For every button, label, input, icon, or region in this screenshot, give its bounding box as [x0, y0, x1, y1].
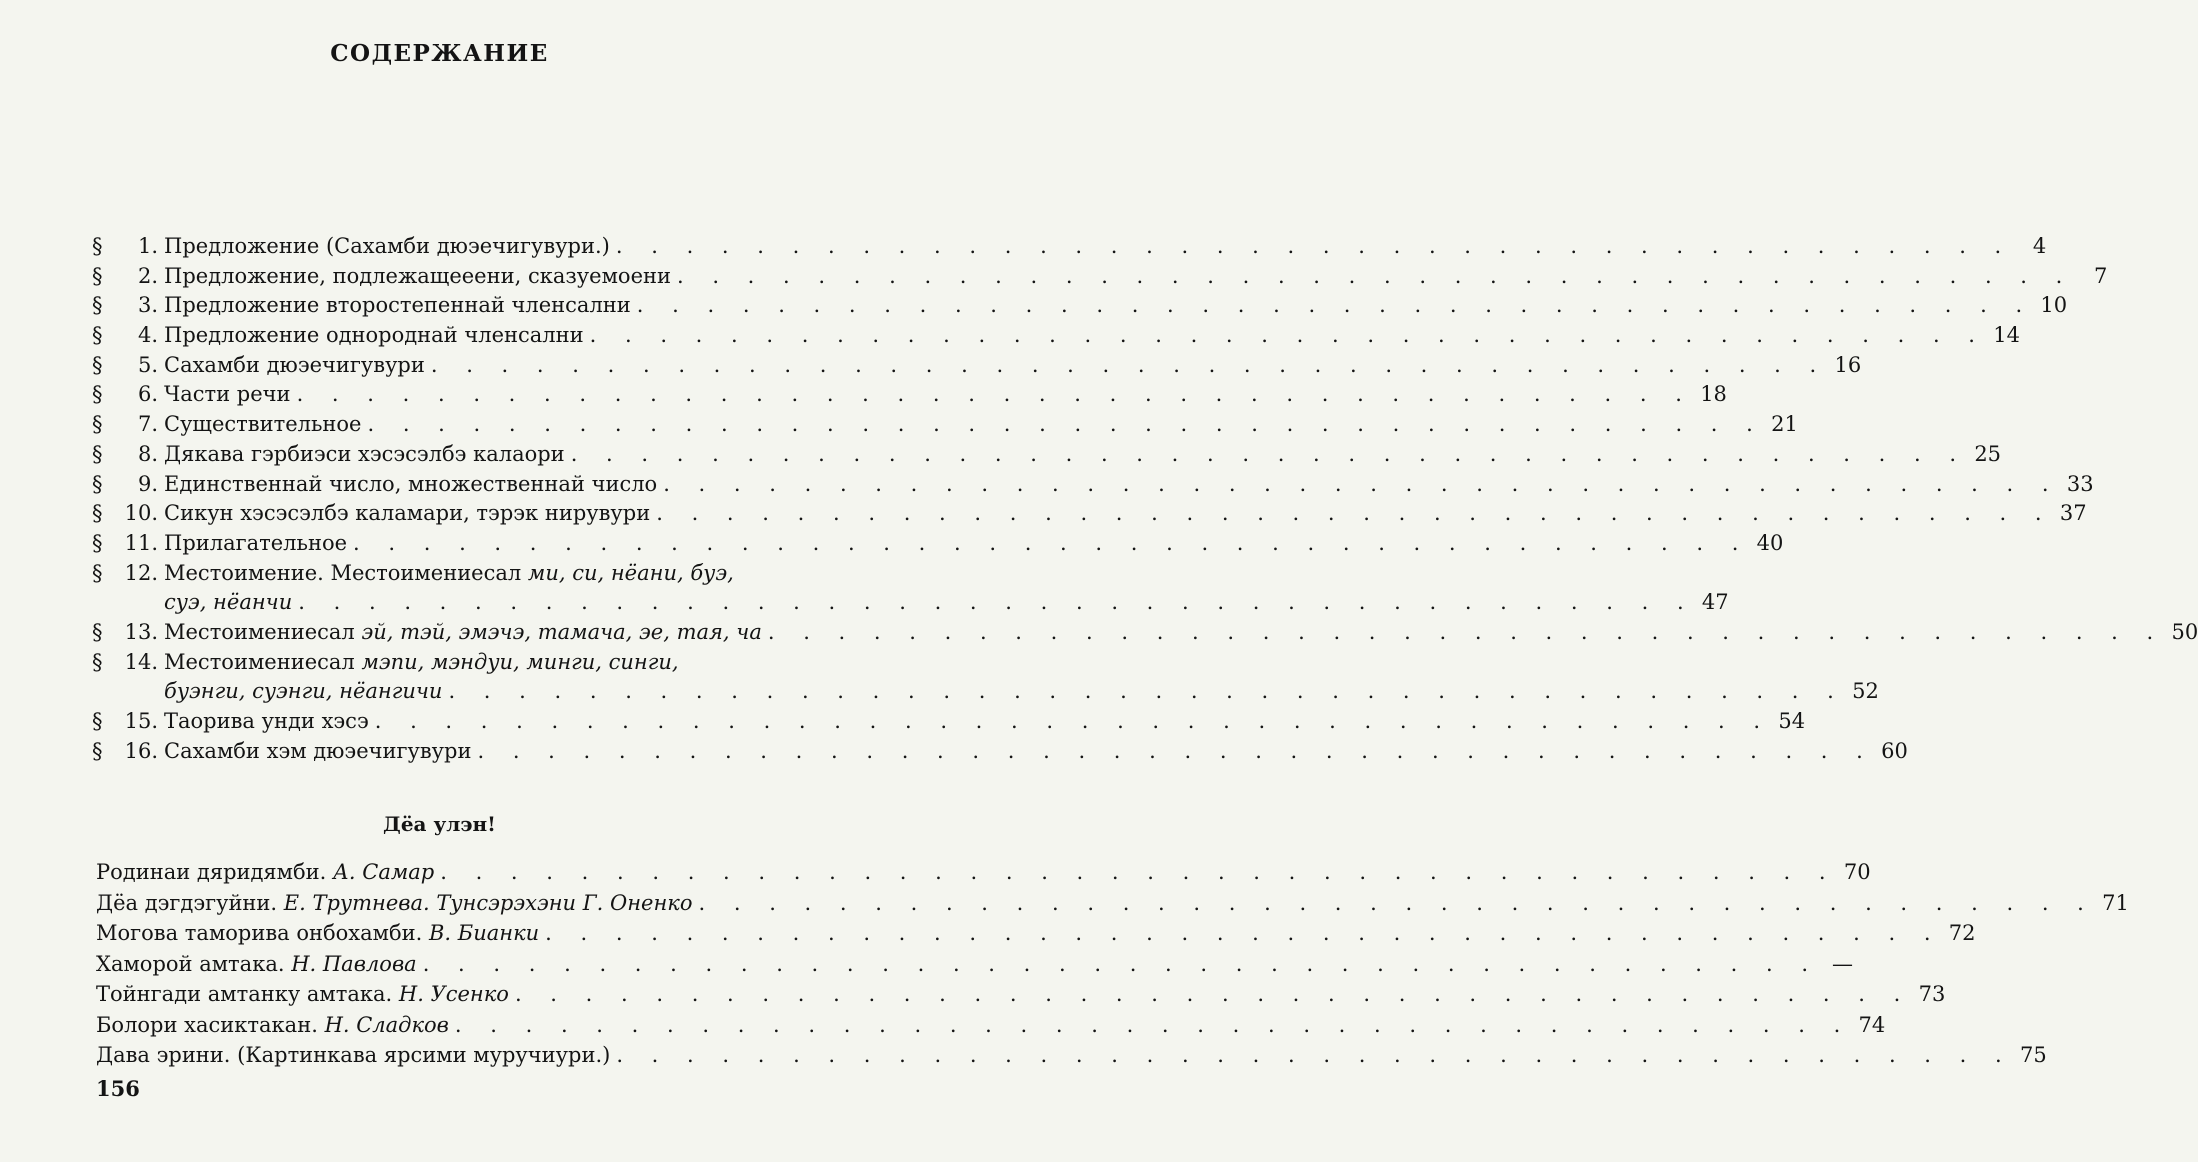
toc-entry [92, 648, 806, 678]
entry-title: Родинаи дяридямби. А. Самар [96, 860, 435, 884]
section-heading: Дёа улэн! [383, 812, 496, 836]
reading-entry [96, 979, 1946, 1010]
entry-title: Хаморой амтака. Н. Павлова [96, 951, 417, 976]
page-ref: 7 [2093, 263, 2108, 288]
section-number: 1. [137, 234, 158, 258]
author-name: Е. Трутнева. Тунсэрэхэни Г. Оненко [283, 890, 693, 915]
entry-title: Местоимениесал мэпи, мэндуи, минги, синги, [164, 649, 679, 674]
section-number: 12. [124, 560, 158, 585]
section-sign: § [92, 352, 103, 377]
page-ref: 25 [1974, 441, 2002, 466]
section-number: 11. [124, 530, 158, 555]
section-number: 3. [137, 293, 158, 318]
leader-dots: . . . . . . . . . . . . . . . . . . . . . . . . . . . . . . . . . . . . . . . . [422, 951, 1820, 976]
page-ref: 74 [1858, 1012, 1886, 1037]
toc-entry [92, 440, 2002, 470]
entry-title [164, 677, 442, 707]
reading-list [96, 857, 2129, 1071]
author-name: В. Бианки [429, 921, 540, 945]
page-ref: 47 [1701, 590, 1729, 615]
leader-dots: . . . . . . . . . . . . . . . . . . . . . . . . . . . . . . . . . . . . . . . . [448, 679, 1845, 704]
page-ref: 54 [1778, 709, 1806, 733]
entry-title: Существительное [164, 412, 362, 437]
entry-title [164, 588, 292, 618]
section-sign: § [92, 382, 103, 407]
section-sign: § [92, 738, 103, 763]
leader-dots: . . . . . . . . . . . . . . . . . . . . . . . . . . . . . . . . . . . . . . . . [298, 590, 1695, 615]
entry-title: Сикун хэсэсэлбэ каламари, тэрэк нирувури [164, 501, 651, 526]
section-sign: § [92, 649, 103, 674]
toc-entry [92, 737, 1908, 767]
entry-title: Могова таморива онбохамби. В. Бианки [96, 921, 540, 945]
toc-entry [92, 499, 2087, 529]
page-ref: 21 [1771, 412, 1798, 437]
section-number: 8. [137, 441, 158, 466]
section-number: 2. [137, 263, 158, 288]
reading-entry [96, 1040, 2047, 1071]
section-number: 13. [124, 619, 158, 644]
leader-dots: . . . . . . . . . . . . . . . . . . . . . . . . . . . . . . . . . . . . . . . . [570, 441, 1968, 466]
entry-title: Части речи [164, 382, 291, 407]
section-sign: § [92, 234, 103, 258]
toc-entry [92, 707, 1806, 737]
section-number: 9. [137, 471, 158, 496]
toc-entry [92, 677, 1879, 707]
section-sign: § [92, 619, 103, 644]
section-number: 7. [137, 412, 158, 437]
author-name: Н. Павлова [291, 951, 417, 976]
leader-dots: . . . . . . . . . . . . . . . . . . . . . . . . . . . . . . . . . . . . . . . . [430, 352, 1828, 377]
toc-entry [92, 529, 1784, 559]
leader-dots: . . . . . . . . . . . . . . . . . . . . . . . . . . . . . . . . . . . . . . . . [477, 738, 1874, 763]
toc-entry [92, 380, 1727, 410]
leader-dots: . . . . . . . . . . . . . . . . . . . . . . . . . . . . . . . . . . . . . . . . [514, 982, 1912, 1006]
author-name: А. Самар [333, 860, 435, 884]
entry-title: Сахамби дюэечигувури [164, 352, 425, 377]
entry-title: Дава эрини. (Картинкава ярсими муручиури.) [96, 1043, 611, 1067]
page-ref: 50 [2171, 619, 2198, 644]
entry-title-italic: мэпи, мэндуи, минги, синги, [361, 649, 679, 674]
entry-title: Тойнгади амтанку амтака. Н. Усенко [96, 982, 509, 1006]
section-sign: § [92, 501, 103, 526]
toc-entry [92, 232, 2047, 262]
page-ref: 33 [2066, 471, 2094, 496]
page-number: 156 [96, 1076, 140, 1101]
page-ref: 14 [1993, 323, 2020, 348]
leader-dots: . . . . . . . . . . . . . . . . . . . . . . . . . . . . . . . . . . . . . . . . [353, 530, 1750, 555]
entry-title: Таорива унди хэсэ [164, 709, 369, 733]
section-number: 4. [137, 323, 158, 348]
page-ref: 52 [1852, 679, 1879, 704]
leader-dots: . . . . . . . . . . . . . . . . . . . . . . . . . . . . . . . . . . . . . . . . [440, 860, 1837, 884]
entry-title-italic: суэ, нёанчи [164, 590, 293, 615]
entry-title-italic: буэнги, суэнги, нёангичи [164, 679, 443, 704]
leader-dots: . . . . . . . . . . . . . . . . . . . . . . . . . . . . . . . . . . . . . . . . [615, 234, 2013, 258]
section-number: 5. [137, 352, 158, 377]
page-title: СОДЕРЖАНИЕ [330, 40, 549, 67]
leader-dots: . . . . . . . . . . . . . . . . . . . . . . . . . . . . . . . . . . . . . . . . [656, 501, 2053, 526]
leader-dots: . . . . . . . . . . . . . . . . . . . . . . . . . . . . . . . . . . . . . . . . [454, 1012, 1852, 1037]
section-number: 15. [124, 709, 158, 733]
toc-entry [92, 559, 806, 589]
section-sign: § [92, 323, 103, 348]
entry-title: Болори хасиктакан. Н. Сладков [96, 1012, 449, 1037]
section-sign: § [92, 709, 103, 733]
entry-title: Местоимениесал эй, тэй, эмэчэ, тамача, эе, тая, ча [164, 619, 762, 644]
leader-dots: . . . . . . . . . . . . . . . . . . . . . . . . . . . . . . . . . . . . . . . . [698, 890, 2095, 915]
leader-dots: . . . . . . . . . . . . . . . . . . . . . . . . . . . . . . . . . . . . . . . . [663, 471, 2060, 496]
reading-entry [96, 1010, 1886, 1041]
leader-dots: . . . . . . . . . . . . . . . . . . . . . . . . . . . . . . . . . . . . . . . . [767, 619, 2165, 644]
page-ref: 72 [1948, 921, 1976, 945]
entry-title: Предложение однороднай членсални [164, 323, 584, 348]
reading-entry [96, 857, 1871, 888]
page-ref: 73 [1918, 982, 1946, 1006]
toc-entry [92, 588, 1729, 618]
entry-title: Предложение (Сахамби дюэечигувури.) [164, 234, 610, 258]
leader-dots: . . . . . . . . . . . . . . . . . . . . . . . . . . . . . . . . . . . . . . . . [676, 263, 2074, 288]
toc-entry [92, 291, 2068, 321]
author-name: Н. Сладков [324, 1012, 449, 1037]
section-number: 6. [137, 382, 158, 407]
entry-title: Сахамби хэм дюэечигувури [164, 738, 472, 763]
section-sign: § [92, 441, 103, 466]
page-ref: 60 [1881, 738, 1908, 763]
entry-title: Предложение второстепеннай членсални [164, 293, 631, 318]
entry-title: Дякава гэрбиэси хэсэсэлбэ калаори [164, 441, 565, 466]
toc-entry [92, 410, 1798, 440]
leader-dots: . . . . . . . . . . . . . . . . . . . . . . . . . . . . . . . . . . . . . . . . [636, 293, 2034, 318]
page-ref: 18 [1700, 382, 1727, 407]
section-number: 16. [124, 738, 158, 763]
page-ref: 4 [2032, 234, 2047, 258]
author-name: Н. Усенко [398, 982, 509, 1006]
page-ref: — [1832, 951, 1854, 976]
entry-title: Единственнай число, множественнай число [164, 471, 658, 496]
page-ref: 75 [2019, 1043, 2047, 1067]
page-ref: 16 [1834, 352, 1862, 377]
section-sign: § [92, 263, 103, 288]
reading-entry [96, 949, 1854, 980]
entry-title: Местоимение. Местоимениесал ми, си, нёани, буэ, [164, 560, 734, 585]
toc-entry [92, 470, 2094, 500]
page-ref: 70 [1843, 860, 1871, 884]
page-ref: 71 [2102, 890, 2129, 915]
leader-dots: . . . . . . . . . . . . . . . . . . . . . . . . . . . . . . . . . . . . . . . . [296, 382, 1693, 407]
toc-entry [92, 262, 2108, 292]
section-sign: § [92, 471, 103, 496]
entry-title-italic: ми, си, нёани, буэ, [527, 560, 734, 585]
table-of-contents [92, 232, 2198, 766]
entry-title: Дёа дэгдэгуйни. Е. Трутнева. Тунсэрэхэни Г. Оненко [96, 890, 693, 915]
section-sign: § [92, 530, 103, 555]
toc-entry [92, 618, 2198, 648]
entry-title-italic: эй, тэй, эмэчэ, тамача, эе, тая, ча [361, 619, 762, 644]
page-ref: 40 [1756, 530, 1784, 555]
section-sign: § [92, 412, 103, 437]
page-ref: 37 [2059, 501, 2087, 526]
reading-entry [96, 888, 2129, 919]
leader-dots: . . . . . . . . . . . . . . . . . . . . . . . . . . . . . . . . . . . . . . . . [374, 709, 1772, 733]
leader-dots: . . . . . . . . . . . . . . . . . . . . . . . . . . . . . . . . . . . . . . . . [616, 1043, 2013, 1067]
entry-title: Прилагательное [164, 530, 348, 555]
section-sign: § [92, 560, 103, 585]
page-ref: 10 [2040, 293, 2068, 318]
toc-entry [92, 321, 2020, 351]
section-number: 14. [124, 649, 158, 674]
entry-title: Предложение, подлежащееени, сказуемоени [164, 263, 671, 288]
leader-dots: . . . . . . . . . . . . . . . . . . . . . . . . . . . . . . . . . . . . . . . . [589, 323, 1986, 348]
section-number: 10. [124, 501, 158, 526]
toc-entry [92, 351, 1862, 381]
leader-dots: . . . . . . . . . . . . . . . . . . . . . . . . . . . . . . . . . . . . . . . . [545, 921, 1942, 945]
leader-dots: . . . . . . . . . . . . . . . . . . . . . . . . . . . . . . . . . . . . . . . . [367, 412, 1764, 437]
section-sign: § [92, 293, 103, 318]
reading-entry [96, 918, 1976, 949]
